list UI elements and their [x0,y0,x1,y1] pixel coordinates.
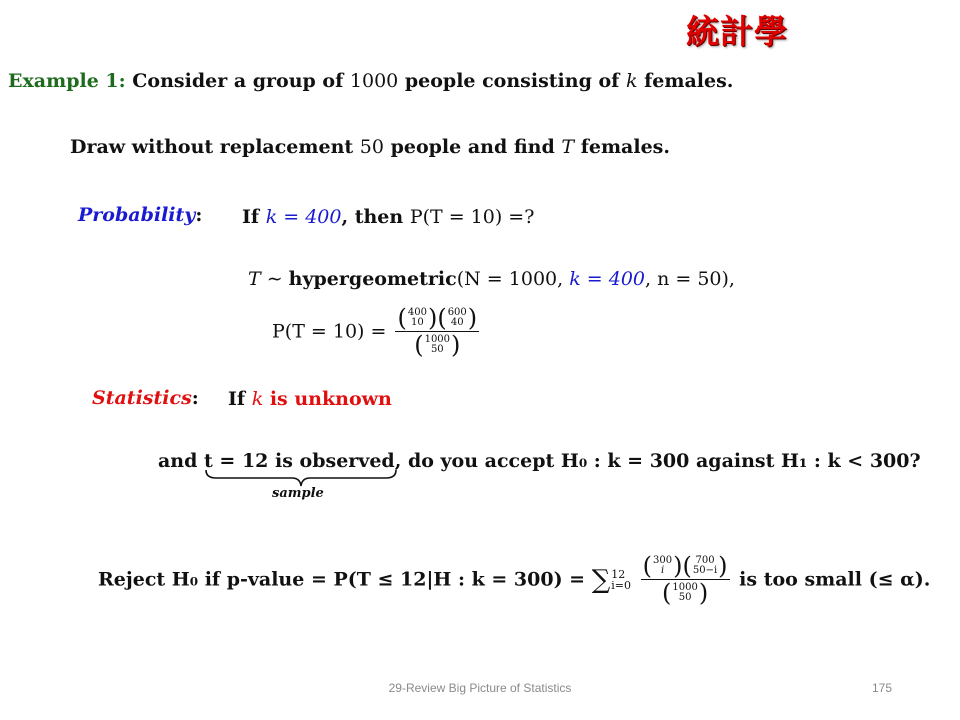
binom3-bot: 50 [430,344,444,355]
sum-limits [611,569,631,591]
rb1-bot: i [660,565,665,576]
probability-colon: : [195,204,203,226]
sample-label: sample [272,486,324,501]
binom-700-50mi: ( 700 50−i ) [682,552,728,580]
rb3-bot: 50 [678,592,692,603]
statistics-label [92,387,199,409]
example-text-before: Consider a group of [132,70,350,92]
observed-text: t = 12 is observed [204,450,395,472]
statistics-colon: : [191,387,199,409]
example-count: 1000 [349,70,399,92]
example-text-after: females. [637,70,734,92]
p-fraction [395,306,479,357]
footer-title: 29-Review Big Picture of Statistics [388,681,572,695]
probability-label-text: Probability [78,204,196,226]
binom3-top: 1000 [424,334,451,345]
binom-400-10: ( 400 10 ) [397,304,438,332]
dist-open: (N = 1000, [456,268,570,290]
probability-label [78,204,202,226]
binom-600-40: ( 600 40 ) [437,304,478,332]
sum-top: 12 [611,567,626,581]
stat-k: k [251,388,264,410]
pvalue-numerator [641,554,730,580]
draw-text-mid: people and find [383,136,562,158]
sum-bot: i=0 [611,578,632,592]
draw-line [70,136,670,158]
rb2-top: 700 [695,555,715,566]
sum-symbol: ∑ [591,564,611,595]
hypothesis-question: , do you accept H₀ : k = 300 against H₁ : k < 300? [394,450,921,472]
draw-n: 50 [359,136,384,158]
binom-300-i: ( 300 i ) [642,552,683,580]
prob-k-eq: k = 400 [265,206,342,228]
draw-text-after: females. [574,136,670,158]
binom1-top: 400 [407,307,427,318]
slide-title: 統計學 [686,12,788,51]
example-text-mid: people consisting of [398,70,626,92]
distribution-line [248,268,735,290]
binom2-bot: 40 [450,317,464,328]
p-fraction-denominator [395,332,479,357]
summation [592,565,631,595]
dist-k: k = 400 [569,268,645,290]
stat-unknown: is unknown [263,388,392,410]
pvalue-fraction [641,554,730,605]
example-label: Example 1: [8,70,126,92]
rb2-bot: 50−i [692,565,718,576]
example-line [8,70,733,92]
rb1-top: 300 [653,555,673,566]
prob-p-expr: P(T = 10) =? [409,206,535,228]
probability-question [242,206,534,228]
example-var: k [625,70,638,92]
statistics-label-text: Statistics [92,387,192,409]
p-fraction-numerator [395,306,479,332]
prob-then: , then [341,206,410,228]
draw-text-before: Draw without replacement [70,136,360,158]
dist-close: , n = 50), [645,268,735,290]
and-text: and [158,450,205,472]
statistics-condition [228,388,392,410]
dist-name: hypergeometric [288,268,457,290]
tail-text: is too small (≤ α). [739,568,931,591]
rb3-top: 1000 [672,582,698,593]
pvalue-denominator [641,580,730,605]
stat-if: If [228,388,252,410]
binom-1000-50: ( 1000 50 ) [414,331,461,359]
dist-T: T ∼ [248,268,289,290]
p-lhs: P(T = 10) = [272,320,393,343]
page-number: 175 [872,681,893,695]
binom1-bot: 10 [411,317,424,328]
reject-text: Reject H₀ if p-value = P(T ≤ 12|H : k = 300) = [98,568,592,591]
prob-if: If [242,206,266,228]
binom-1000-50-b: ( 1000 50 ) [661,579,709,607]
binom2-top: 600 [447,307,467,318]
p-formula [272,306,482,357]
draw-var: T [561,136,575,158]
reject-line [98,554,930,605]
